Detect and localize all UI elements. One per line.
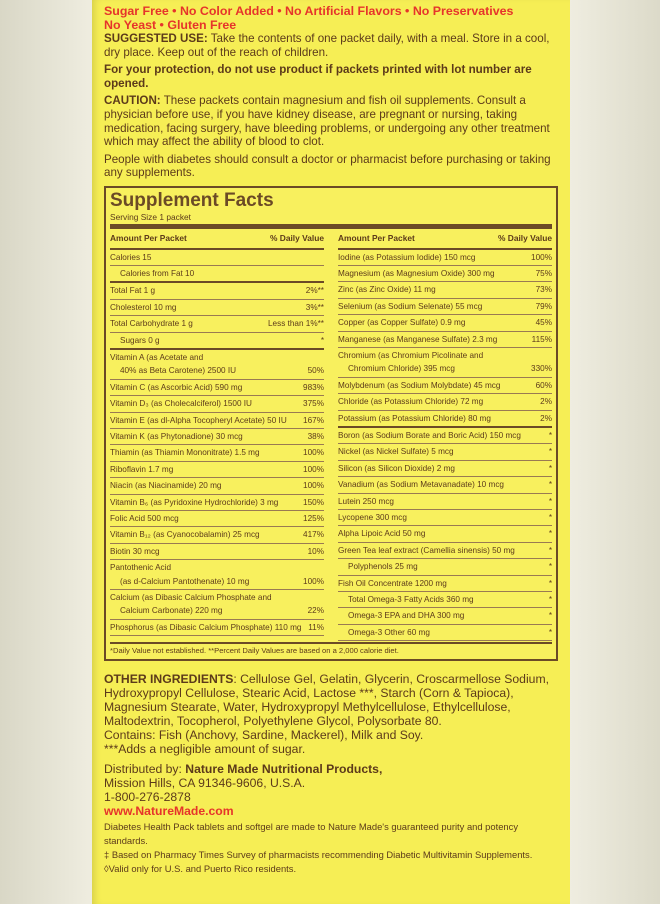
nutrient-row	[110, 266, 324, 283]
nutrient-name: Total Omega-3 Fatty Acids 360 mg	[348, 595, 474, 605]
nutrient-row	[338, 444, 552, 460]
nutrient-daily-value: 100%	[303, 481, 324, 491]
nutrient-row	[338, 592, 552, 608]
nutrient-row	[338, 576, 552, 592]
nutrient-name: Total Fat 1 g	[110, 286, 156, 296]
nutrient-daily-value: *	[548, 529, 552, 539]
nutrient-row	[338, 361, 552, 377]
nutrient-name: Copper (as Copper Sulfate) 0.9 mg	[338, 318, 466, 328]
nutrient-name: Vitamin A (as Acetate and	[110, 352, 204, 362]
distributor-name: Nature Made Nutritional Products,	[185, 762, 383, 777]
caution-label: CAUTION:	[104, 94, 161, 108]
nutrient-row	[338, 332, 552, 348]
nutrient-daily-value	[548, 351, 552, 361]
nutrient-daily-value: 11%	[308, 622, 324, 632]
nutrient-row	[110, 544, 324, 560]
protection-warning	[104, 63, 558, 90]
distributor-phone: 1-800-276-2878	[104, 790, 191, 805]
protection-text: For your protection, do not use product if packets printed with lot number are opened.	[104, 63, 532, 90]
nutrient-name: Omega-3 EPA and DHA 300 mg	[348, 611, 465, 621]
nutrient-daily-value: 375%	[303, 399, 324, 409]
nutrient-daily-value: 125%	[303, 514, 324, 524]
box-left-edge	[0, 0, 92, 904]
nutrient-row	[110, 333, 324, 350]
nutrient-daily-value: *	[548, 627, 552, 637]
lactose-note: ***Adds a negligible amount of sugar.	[104, 742, 306, 757]
supplement-facts-panel	[104, 186, 558, 661]
nutrient-daily-value: 417%	[303, 530, 324, 540]
nutrient-name: Total Carbohydrate 1 g	[110, 319, 193, 329]
nutrient-name: Selenium (as Sodium Selenate) 55 mcg	[338, 301, 483, 311]
allergen-contains: Contains: Fish (Anchovy, Sardine, Mackerel), Milk and Soy.	[104, 728, 424, 743]
nutrient-name: Calcium (as Dibasic Calcium Phosphate and	[110, 593, 272, 603]
legal-notes	[104, 820, 558, 876]
nutrient-daily-value: 100%	[303, 576, 324, 586]
suggested-use-text: Take the contents of one packet daily, with a meal. Store in a cool, dry place. Keep out of the reach of children.	[104, 32, 550, 59]
nutrient-row	[110, 316, 324, 332]
nutrient-daily-value: Less than 1%**	[268, 319, 324, 329]
daily-value-header: % Daily Value	[498, 232, 552, 243]
nutrient-daily-value	[320, 563, 324, 573]
nutrient-name: Molybdenum (as Sodium Molybdate) 45 mcg	[338, 380, 501, 390]
nutrient-row	[110, 560, 324, 573]
nutrient-daily-value: 50%	[307, 366, 324, 376]
nutrient-daily-value: 38%	[307, 432, 324, 441]
nutrient-name: Boron (as Sodium Borate and Boric Acid) 150 mcg	[338, 431, 521, 440]
nutrient-daily-value: *	[548, 480, 552, 490]
nutrient-row	[338, 477, 552, 493]
nutrient-row	[110, 511, 324, 527]
distributor-info	[104, 762, 558, 818]
other-ingredients	[104, 672, 558, 756]
nutrient-row	[338, 348, 552, 361]
nutrient-name: Alpha Lipoic Acid 50 mg	[338, 529, 426, 539]
nutrient-name: Chromium (as Chromium Picolinate and	[338, 350, 484, 360]
nutrient-daily-value: *	[548, 513, 552, 523]
nutrient-row	[338, 315, 552, 331]
nutrient-name: Vitamin D₃ (as Cholecalciferol) 1500 IU	[110, 399, 252, 409]
label-content	[104, 4, 558, 876]
serving-size: Serving Size 1 packet	[110, 212, 552, 229]
distributor-address: Mission Hills, CA 91346-9606, U.S.A.	[104, 776, 306, 791]
facts-columns	[110, 229, 552, 641]
nutrient-row	[338, 494, 552, 510]
nutrient-daily-value: *	[548, 545, 552, 555]
nutrient-name: Calories from Fat 10	[120, 268, 195, 278]
legal-note-1: Diabetes Health Pack tablets and softgel are made to Nature Made's guaranteed purity and potency standards.	[104, 821, 519, 847]
nutrient-daily-value: *	[548, 578, 552, 588]
nutrient-row	[338, 526, 552, 542]
nutrient-daily-value	[320, 353, 324, 363]
nutrient-row	[338, 266, 552, 282]
nutrient-daily-value: 167%	[303, 415, 324, 425]
nutrient-daily-value: 45%	[535, 318, 552, 328]
nutrient-row	[110, 462, 324, 478]
nutrient-daily-value: 2%	[540, 397, 552, 407]
nutrient-row	[110, 413, 324, 429]
nutrient-row	[110, 527, 324, 543]
nutrient-name: Vitamin E (as dl-Alpha Tocopheryl Acetate) 50 IU	[110, 415, 287, 425]
amount-per-packet-header: Amount Per Packet	[338, 232, 415, 243]
nutrient-name: Polyphenols 25 mg	[348, 562, 418, 572]
facts-column-left	[110, 229, 324, 641]
nutrient-row	[338, 428, 552, 444]
nutrient-name: Vitamin K (as Phytonadione) 30 mcg	[110, 432, 243, 441]
nutrient-daily-value: *	[548, 496, 552, 506]
nutrient-daily-value: 3%**	[305, 302, 324, 312]
nutrient-name: Chromium Chloride) 395 mcg	[348, 364, 455, 374]
caution	[104, 94, 558, 148]
nutrient-row	[338, 299, 552, 315]
nutrient-daily-value: 79%	[535, 301, 552, 311]
claims-line-2: No Yeast • Gluten Free	[104, 18, 237, 32]
nutrient-name: Thiamin (as Thiamin Mononitrate) 1.5 mg	[110, 448, 260, 458]
nutrient-name: Sugars 0 g	[120, 335, 160, 345]
nutrient-row	[110, 350, 324, 363]
nutrient-row	[338, 510, 552, 526]
caution-text: These packets contain magnesium and fish oil supplements. Consult a physician before use, if you have kidney disease, are pregnant or nursing, taking medication, facing surgery, have bleeding problems, or undergoing any other treatment which may affect the ability of blood to clot.	[104, 94, 550, 149]
nutrient-name: Silicon (as Silicon Dioxide) 2 mg	[338, 463, 455, 473]
nutrient-row	[338, 394, 552, 410]
nutrient-row	[110, 250, 324, 266]
nutrient-name: Vitamin B₁₂ (as Cyanocobalamin) 25 mcg	[110, 530, 260, 540]
nutrient-daily-value: 100%	[531, 252, 552, 262]
claims-line-1: Sugar Free • No Color Added • No Artificial Flavors • No Preservatives	[104, 4, 514, 18]
legal-note-2: ‡ Based on Pharmacy Times Survey of pharmacists recommending Diabetic Multivitamin Supplements.	[104, 849, 533, 861]
facts-header-left	[110, 229, 324, 250]
nutrient-name: Calories 15	[110, 252, 152, 262]
suggested-use-label: SUGGESTED USE:	[104, 32, 208, 45]
nutrient-name: Pantothenic Acid	[110, 563, 171, 573]
nutrient-name: Manganese (as Manganese Sulfate) 2.3 mg	[338, 334, 498, 344]
suggested-use	[104, 32, 558, 59]
nutrient-row	[338, 250, 552, 266]
nutrient-daily-value: *	[548, 611, 552, 621]
nutrient-name: Lutein 250 mcg	[338, 496, 394, 506]
nutrient-daily-value: *	[320, 335, 324, 345]
nutrient-daily-value: 150%	[303, 497, 324, 507]
nutrient-row	[110, 603, 324, 619]
nutrient-daily-value	[320, 269, 324, 279]
nutrient-name: Vitamin C (as Ascorbic Acid) 590 mg	[110, 382, 243, 392]
nutrient-name: Omega-3 Other 60 mg	[348, 627, 430, 637]
nutrient-name: Folic Acid 500 mcg	[110, 514, 179, 524]
nutrient-row	[110, 396, 324, 412]
nutrient-name: Riboflavin 1.7 mg	[110, 464, 174, 474]
box-right-edge	[570, 0, 660, 904]
nutrient-row	[338, 543, 552, 559]
nutrient-name: Green Tea leaf extract (Camellia sinensis) 50 mg	[338, 545, 515, 555]
nutrient-row	[110, 574, 324, 590]
nutrient-daily-value: 983%	[303, 382, 324, 392]
nutrient-row	[338, 282, 552, 298]
nutrient-name: (as d-Calcium Pantothenate) 10 mg	[120, 576, 250, 586]
nutrient-row	[110, 283, 324, 299]
nutrient-row	[110, 478, 324, 494]
distributor-prefix: Distributed by:	[104, 762, 186, 777]
facts-column-right	[338, 229, 552, 641]
nutrient-daily-value: *	[548, 431, 552, 440]
nutrient-row	[110, 620, 324, 636]
nutrient-daily-value: 115%	[531, 334, 552, 344]
nutrient-row	[338, 608, 552, 624]
nutrient-row	[110, 300, 324, 316]
nutrient-daily-value: *	[548, 447, 552, 457]
nutrient-row	[338, 625, 552, 641]
supplement-facts-title: Supplement Facts	[110, 189, 274, 211]
nutrient-name: Zinc (as Zinc Oxide) 11 mg	[338, 285, 436, 295]
nutrient-name: Vanadium (as Sodium Metavanadate) 10 mcg	[338, 480, 504, 490]
facts-footnote: *Daily Value not established. **Percent Daily Values are based on a 2,000 calorie diet.	[110, 642, 552, 656]
nutrient-daily-value	[320, 593, 324, 603]
other-ingredients-text: : Cellulose Gel, Gelatin, Glycerin, Croscarmellose Sodium, Hydroxypropyl Cellulose, Stearic Acid, Lactose ***, Starch (Corn & Tapioca), Magnesium Stearate, Water, Hydroxypropyl Methylcellulose, Ethylcellulose, Maltodextrin, Tocopherol, Polyethylene Glycol, Polysorbate 80.	[104, 672, 549, 729]
nutrient-daily-value: 60%	[535, 380, 552, 390]
product-claims	[104, 4, 558, 32]
amount-per-packet-header: Amount Per Packet	[110, 232, 187, 243]
nutrient-daily-value: 10%	[307, 546, 324, 556]
nutrient-name: Magnesium (as Magnesium Oxide) 300 mg	[338, 268, 495, 278]
nutrient-daily-value: *	[548, 463, 552, 473]
nutrient-row	[110, 590, 324, 603]
nutrient-name: 40% as Beta Carotene) 2500 IU	[120, 366, 237, 376]
nutrient-name: Iodine (as Potassium Iodide) 150 mcg	[338, 252, 476, 262]
nutrient-row	[338, 378, 552, 394]
nutrient-daily-value	[320, 253, 324, 263]
nutrient-row	[110, 495, 324, 511]
nutrient-name: Niacin (as Niacinamide) 20 mg	[110, 481, 222, 491]
nutrient-daily-value: 75%	[535, 268, 552, 278]
nutrient-daily-value: 2%**	[305, 286, 324, 296]
nutrient-daily-value: 2%	[540, 413, 552, 423]
nutrient-daily-value: 100%	[303, 448, 324, 458]
nutrient-name: Calcium Carbonate) 220 mg	[120, 606, 223, 616]
website-link[interactable]: www.NatureMade.com	[104, 804, 234, 819]
nutrient-name: Potassium (as Potassium Chloride) 80 mg	[338, 413, 491, 423]
nutrient-name: Nickel (as Nickel Sulfate) 5 mcg	[338, 447, 454, 457]
nutrient-name: Lycopene 300 mcg	[338, 513, 407, 523]
nutrient-name: Biotin 30 mcg	[110, 546, 160, 556]
nutrient-name: Phosphorus (as Dibasic Calcium Phosphate) 110 mg	[110, 622, 302, 632]
nutrient-row	[110, 380, 324, 396]
nutrient-row	[338, 559, 552, 575]
nutrient-daily-value: 22%	[307, 606, 324, 616]
nutrient-name: Cholesterol 10 mg	[110, 302, 177, 312]
daily-value-header: % Daily Value	[270, 232, 324, 243]
legal-note-3: ◊Valid only for U.S. and Puerto Rico residents.	[104, 863, 297, 875]
nutrient-row	[338, 411, 552, 428]
nutrient-name: Fish Oil Concentrate 1200 mg	[338, 578, 447, 588]
facts-header-right	[338, 229, 552, 250]
other-ingredients-label: OTHER INGREDIENTS	[104, 672, 234, 687]
diabetes-note: People with diabetes should consult a doctor or pharmacist before purchasing or taking any supplements.	[104, 152, 551, 180]
nutrient-row	[110, 445, 324, 461]
nutrient-daily-value: 73%	[535, 285, 552, 295]
nutrient-row	[110, 429, 324, 445]
nutrient-daily-value: 330%	[531, 364, 552, 374]
nutrient-row	[110, 363, 324, 379]
nutrient-name: Chloride (as Potassium Chloride) 72 mg	[338, 397, 484, 407]
nutrient-daily-value: 100%	[303, 464, 324, 474]
nutrient-daily-value: *	[548, 595, 552, 605]
nutrient-row	[338, 461, 552, 477]
nutrient-daily-value: *	[548, 562, 552, 572]
nutrient-name: Vitamin B₆ (as Pyridoxine Hydrochloride) 3 mg	[110, 497, 279, 507]
